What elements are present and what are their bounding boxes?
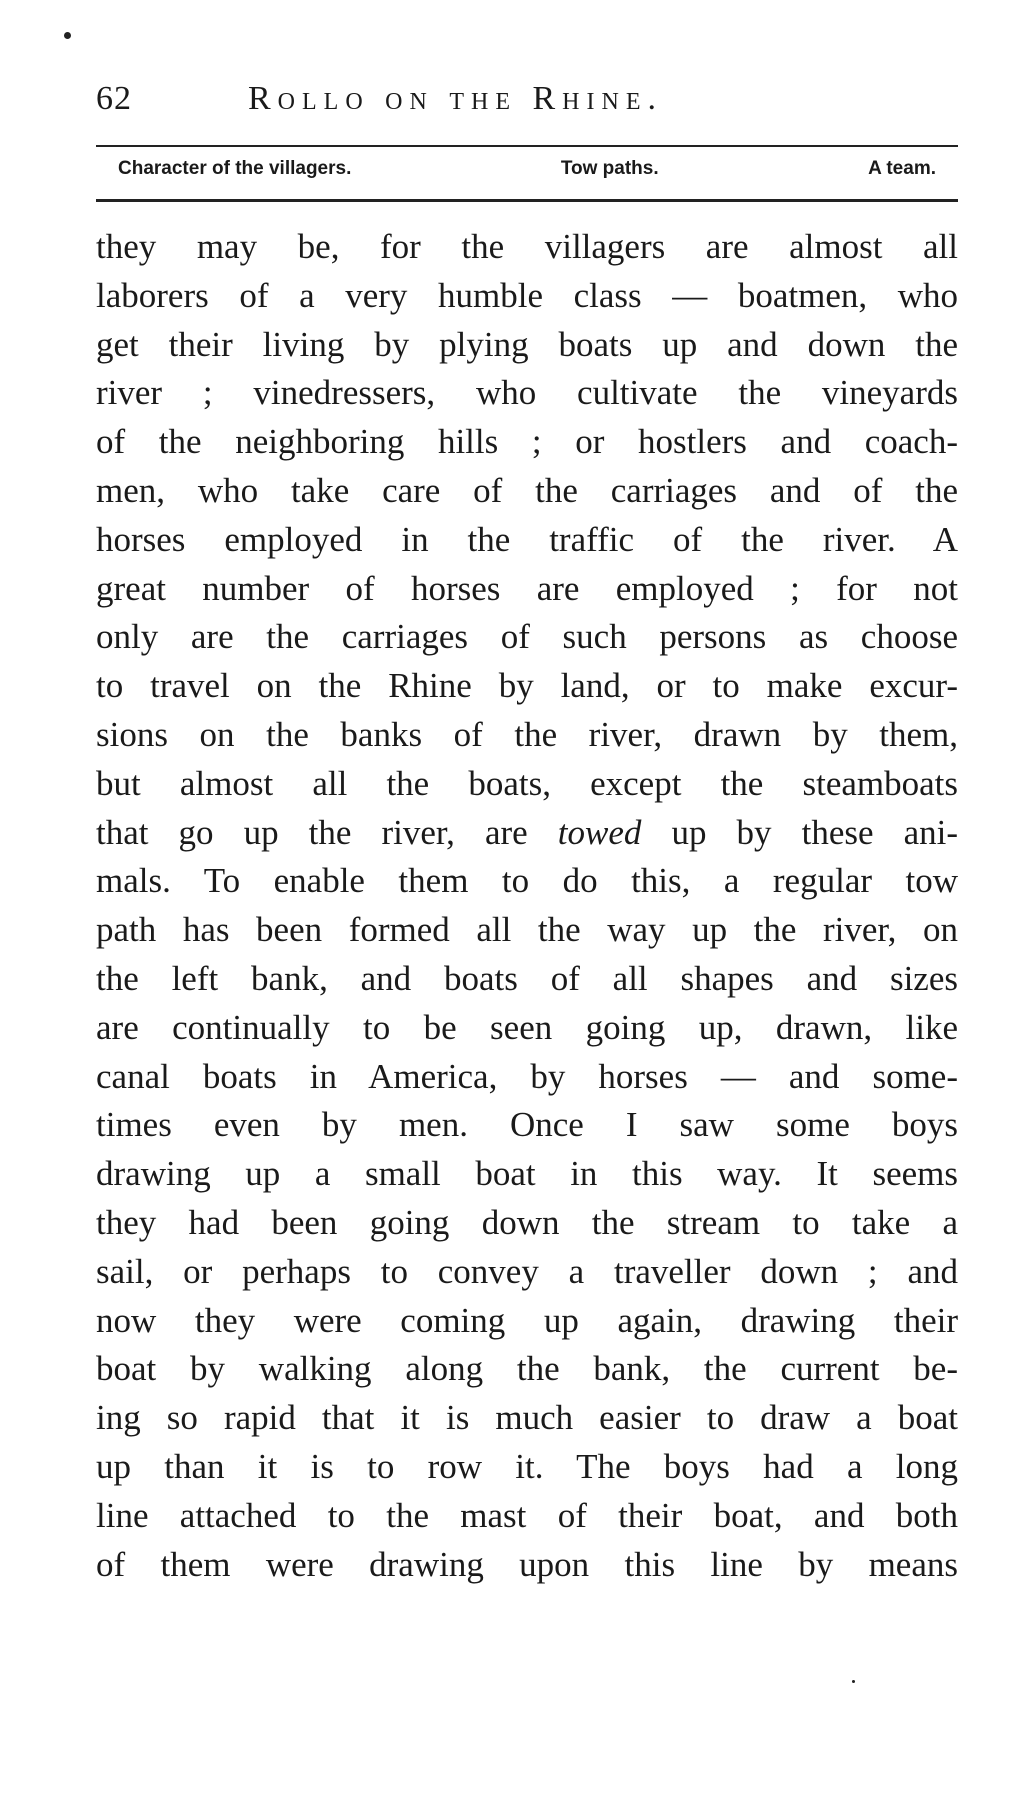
book-title: Rollo on the Rhine. (248, 80, 663, 117)
topic-heading: Tow paths. (560, 158, 659, 179)
text-line: the left bank, and boats of all shapes and sizes (96, 958, 958, 998)
text-line: great number of horses are employed ; for not (96, 568, 958, 608)
text-line: they had been going down the stream to take a (96, 1202, 958, 1242)
text-line: drawing up a small boat in this way. It seems (96, 1154, 958, 1194)
text-line: times even by men. Once I saw some boys (96, 1105, 958, 1145)
ink-speck (64, 32, 71, 39)
text-line: mals. To enable them to do this, a regular tow (96, 861, 958, 901)
text-line: only are the carriages of such persons as choose (96, 617, 958, 657)
text-line: canal boats in America, by horses — and some- (96, 1056, 958, 1096)
topic-heading: A team. (868, 158, 936, 179)
text-line: ing so rapid that it is much easier to draw a boat (96, 1398, 958, 1438)
text-line: laborers of a very humble class — boatmen, who (96, 275, 958, 315)
text-line: sions on the banks of the river, drawn by them, (96, 714, 958, 754)
text-segment: up by these ani- (641, 812, 959, 852)
text-line: sail, or perhaps to convey a traveller down ; and (96, 1251, 958, 1291)
text-line: are continually to be seen going up, drawn, like (96, 1007, 958, 1047)
text-line: horses employed in the traffic of the river. A (96, 519, 958, 559)
text-line: boat by walking along the bank, the current be- (96, 1349, 958, 1389)
italic-word: towed (557, 812, 642, 852)
text-line: they may be, for the villagers are almost all (96, 227, 958, 266)
text-line: get their living by plying boats up and down the (96, 324, 958, 364)
page-number: 62 (96, 80, 132, 117)
running-head (96, 80, 958, 130)
text-line: up than it is to row it. The boys had a long (96, 1446, 958, 1486)
header-rule-top (96, 145, 958, 147)
text-line: but almost all the boats, except the steamboats (96, 763, 958, 803)
topic-heading: Character of the villagers. (118, 158, 352, 179)
text-segment: that go up the river, are (96, 812, 558, 852)
text-line: of them were drawing upon this line by means (96, 1544, 958, 1584)
text-line: men, who take care of the carriages and of the (96, 470, 958, 510)
text-line-with-italic (96, 809, 958, 858)
text-line: line attached to the mast of their boat, and both (96, 1495, 958, 1535)
book-page (96, 0, 958, 1794)
text-line: now they were coming up again, drawing their (96, 1300, 958, 1340)
text-line: of the neighboring hills ; or hostlers and coach- (96, 422, 958, 462)
body-text (96, 223, 958, 1589)
text-line: path has been formed all the way up the river, on (96, 910, 958, 950)
text-line: river ; vinedressers, who cultivate the vineyards (96, 373, 958, 413)
header-rule-bottom (96, 199, 958, 202)
topic-headings (118, 158, 936, 190)
text-line: to travel on the Rhine by land, or to make excur- (96, 666, 958, 706)
